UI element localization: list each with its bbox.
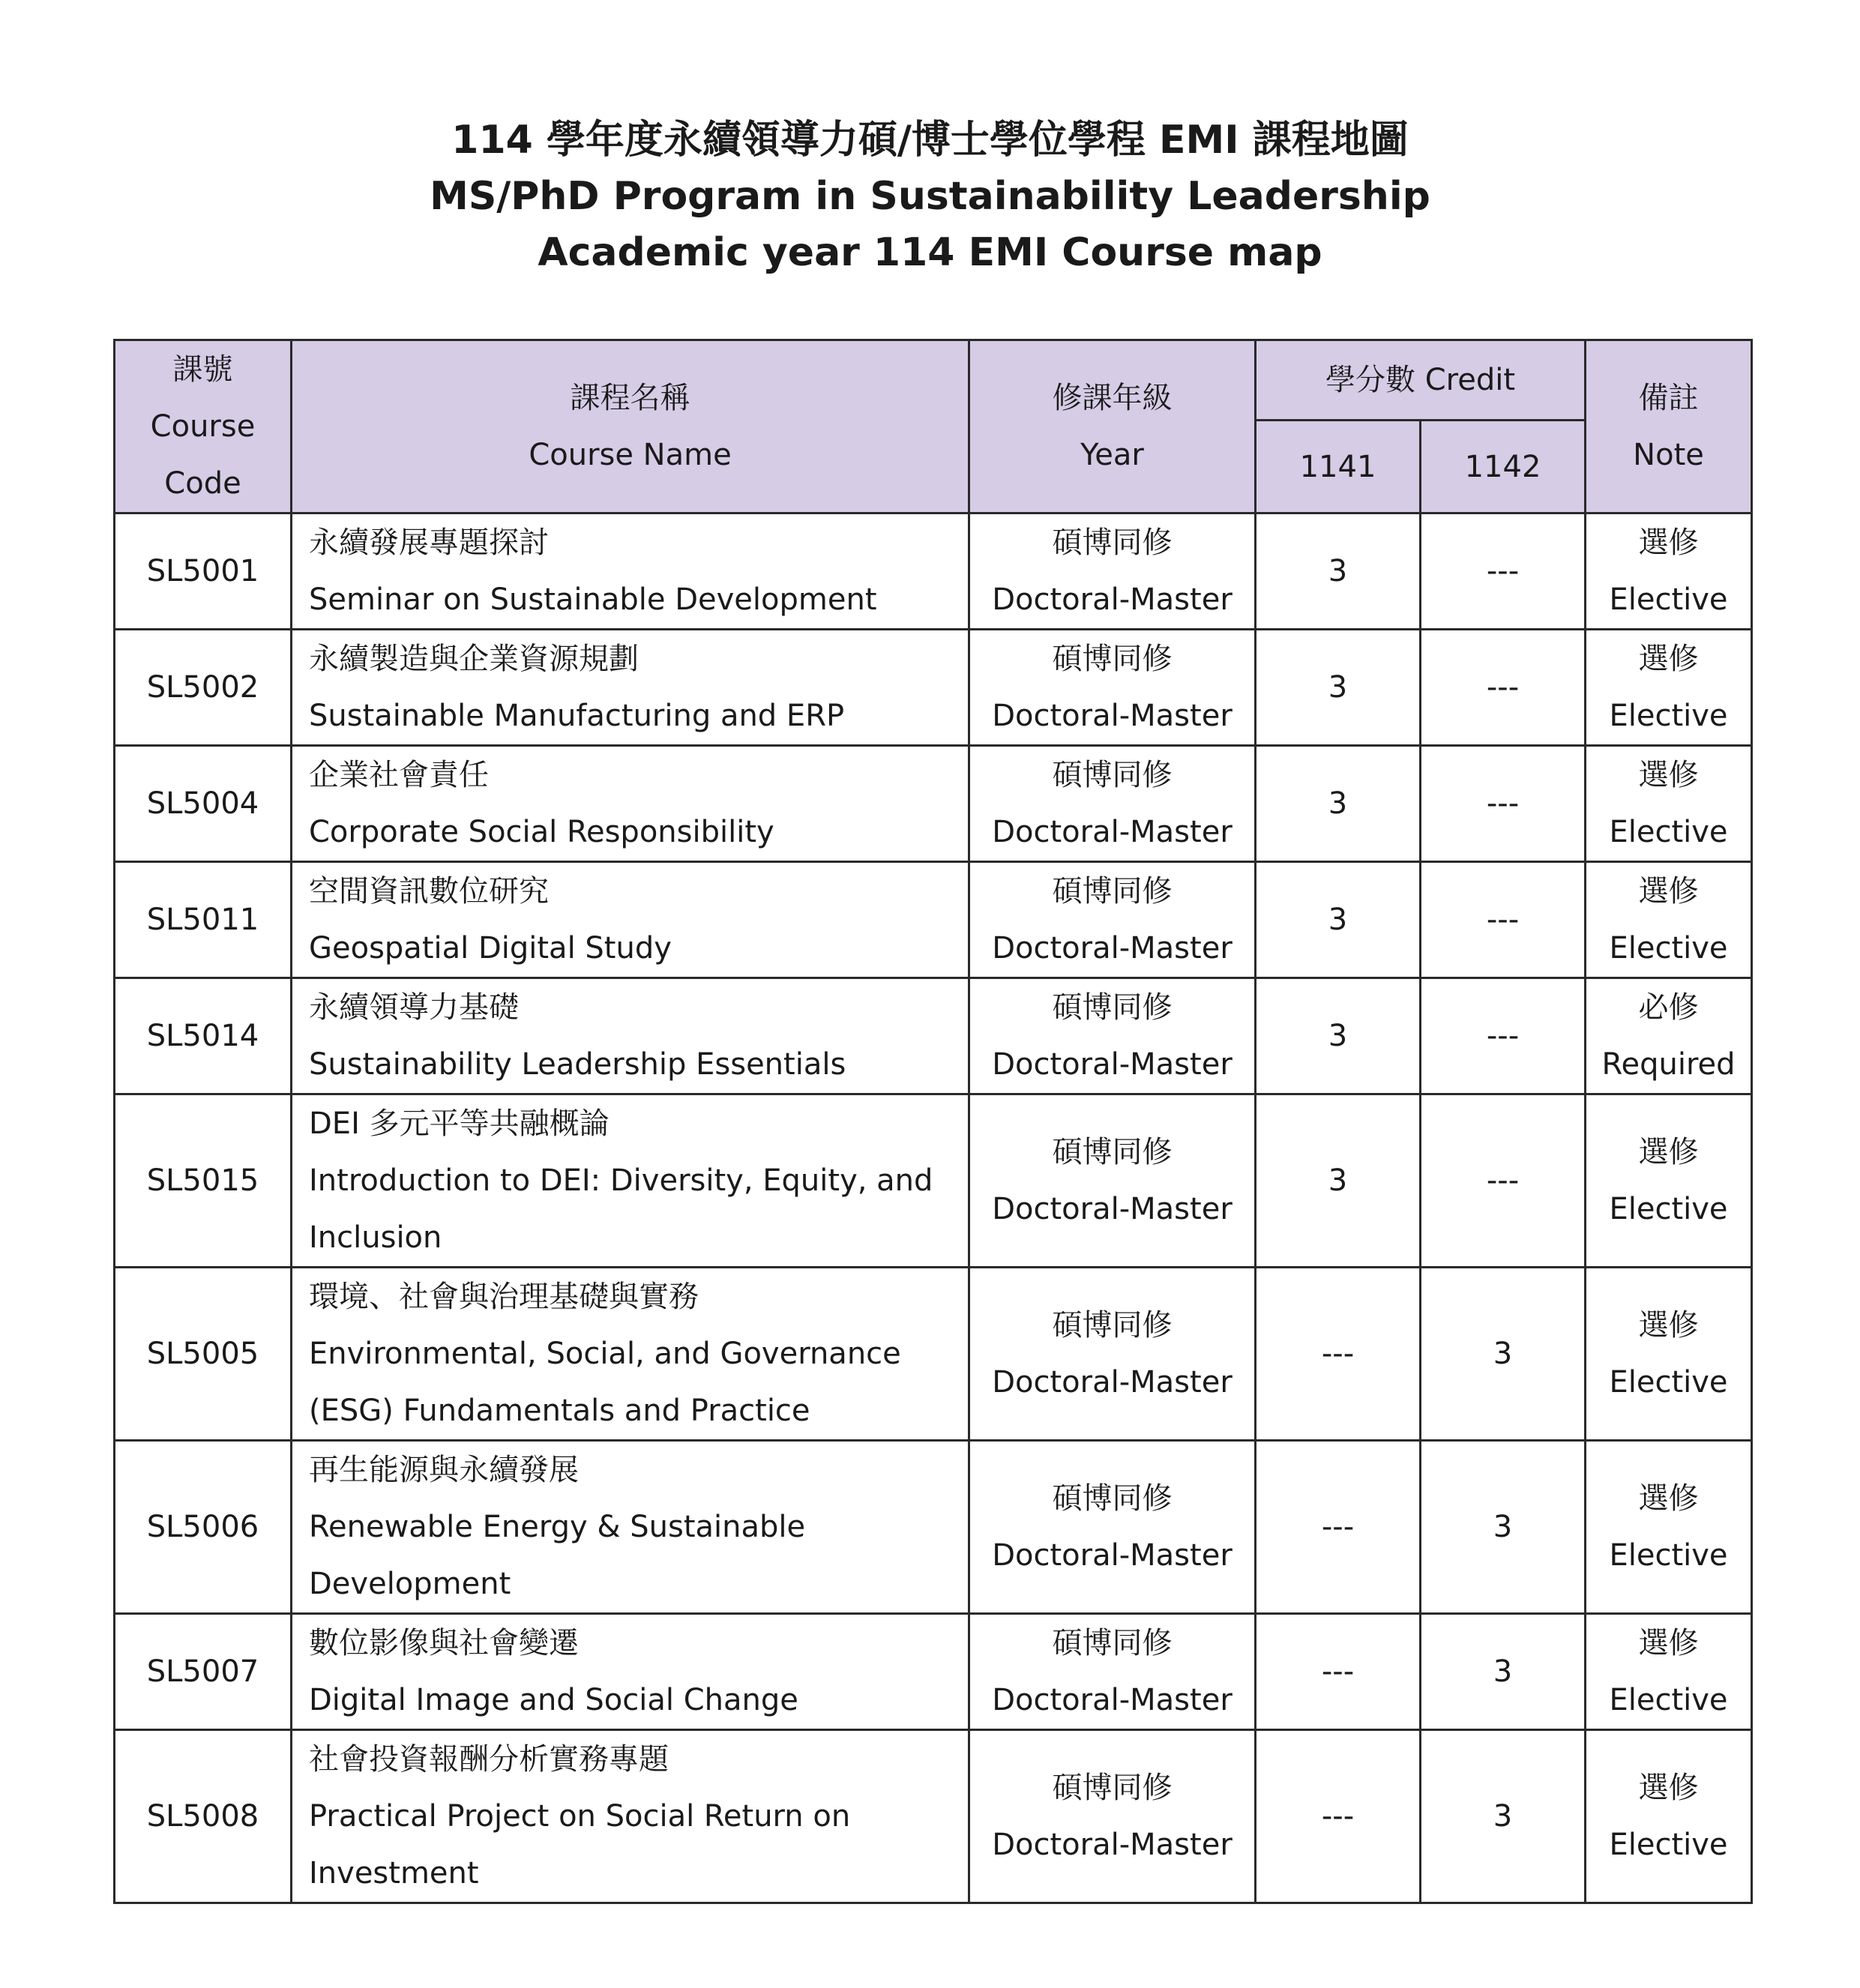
course-name-en-cont: (ESG) Fundamentals and Practice: [309, 1394, 810, 1428]
course-year: 碩博同修 Doctoral-Master: [969, 1441, 1256, 1614]
course-note: 選修 Elective: [1586, 630, 1752, 746]
course-name-zh: 永續製造與企業資源規劃: [309, 642, 639, 676]
course-name-en: Digital Image and Social Change: [309, 1683, 798, 1717]
course-name-zh: 企業社會責任: [309, 758, 489, 792]
table-row: [115, 1441, 1752, 1614]
header-credit: 學分數 Credit: [1256, 340, 1586, 421]
course-year: 碩博同修 Doctoral-Master: [969, 746, 1256, 862]
header-course-name: 課程名稱 Course Name: [292, 340, 969, 513]
credit-1142: ---: [1421, 513, 1586, 630]
course-name: [292, 1268, 969, 1441]
course-name-zh: 永續發展專題探討: [309, 525, 549, 560]
course-name-en: Seminar on Sustainable Development: [309, 582, 877, 617]
table-row: [115, 1730, 1752, 1903]
credit-1141: 3: [1256, 746, 1421, 862]
course-year: 碩博同修 Doctoral-Master: [969, 513, 1256, 630]
course-name-zh: 環境、社會與治理基礎與實務: [309, 1280, 699, 1314]
credit-1141: 3: [1256, 978, 1421, 1094]
course-code: SL5001: [115, 513, 292, 630]
course-year: 碩博同修 Doctoral-Master: [969, 1614, 1256, 1730]
course-year: 碩博同修 Doctoral-Master: [969, 630, 1256, 746]
document-title: [0, 112, 1860, 281]
course-name-zh: 空間資訊數位研究: [309, 874, 549, 909]
table-row: [115, 513, 1752, 630]
course-name: [292, 978, 969, 1094]
table-body: [115, 513, 1752, 1903]
credit-1142: ---: [1421, 862, 1586, 978]
credit-1142: 3: [1421, 1614, 1586, 1730]
table-row: [115, 862, 1752, 978]
course-name: [292, 513, 969, 630]
credit-1142: ---: [1421, 746, 1586, 862]
course-year: 碩博同修 Doctoral-Master: [969, 978, 1256, 1094]
course-note: 選修 Elective: [1586, 1441, 1752, 1614]
credit-1141: 3: [1256, 862, 1421, 978]
course-name-en-cont: Investment: [309, 1856, 479, 1891]
course-year: 碩博同修 Doctoral-Master: [969, 1094, 1256, 1268]
title-program: MS/PhD Program in Sustainability Leadership: [430, 174, 1430, 219]
course-note: 必修 Required: [1586, 978, 1752, 1094]
course-code: SL5014: [115, 978, 292, 1094]
table-row: [115, 1268, 1752, 1441]
credit-1142: ---: [1421, 978, 1586, 1094]
table-row: [115, 978, 1752, 1094]
course-name-en: Introduction to DEI: Diversity, Equity, and: [309, 1163, 933, 1198]
course-name: [292, 1094, 969, 1268]
table-row: [115, 1614, 1752, 1730]
header-semester-1141: 1141: [1256, 421, 1421, 513]
course-name-en-cont: Development: [309, 1567, 511, 1601]
credit-1141: ---: [1256, 1614, 1421, 1730]
course-note: 選修 Elective: [1586, 513, 1752, 630]
course-note: 選修 Elective: [1586, 1268, 1752, 1441]
course-map-table: [113, 339, 1753, 1904]
credit-1142: 3: [1421, 1268, 1586, 1441]
course-name-en: Environmental, Social, and Governance: [309, 1337, 901, 1371]
course-name-zh: 數位影像與社會變遷: [309, 1626, 579, 1660]
credit-1141: 3: [1256, 1094, 1421, 1268]
course-name: [292, 1441, 969, 1614]
course-name-en: Sustainability Leadership Essentials: [309, 1047, 846, 1082]
table-row: [115, 630, 1752, 746]
course-name-zh: 社會投資報酬分析實務專題: [309, 1742, 669, 1777]
course-name-zh: 再生能源與永續發展: [309, 1453, 579, 1487]
course-name-en: Sustainable Manufacturing and ERP: [309, 699, 845, 733]
course-name-en: Renewable Energy & Sustainable: [309, 1510, 806, 1544]
course-name-zh: DEI 多元平等共融概論: [309, 1106, 610, 1141]
credit-1141: ---: [1256, 1441, 1421, 1614]
course-year: 碩博同修 Doctoral-Master: [969, 862, 1256, 978]
course-code: SL5007: [115, 1614, 292, 1730]
table-row: [115, 746, 1752, 862]
course-code: SL5004: [115, 746, 292, 862]
course-name-en: Corporate Social Responsibility: [309, 815, 774, 849]
course-name-en-cont: Inclusion: [309, 1220, 442, 1255]
course-code: SL5005: [115, 1268, 292, 1441]
course-code: SL5008: [115, 1730, 292, 1903]
course-code: SL5011: [115, 862, 292, 978]
header-semester-1142: 1142: [1421, 421, 1586, 513]
course-note: 選修 Elective: [1586, 746, 1752, 862]
credit-1142: ---: [1421, 1094, 1586, 1268]
credit-1142: 3: [1421, 1730, 1586, 1903]
course-name: [292, 862, 969, 978]
course-name: [292, 1730, 969, 1903]
course-name: [292, 1614, 969, 1730]
credit-1142: 3: [1421, 1441, 1586, 1614]
course-name: [292, 746, 969, 862]
course-note: 選修 Elective: [1586, 1730, 1752, 1903]
table-header: [115, 340, 1752, 513]
credit-1141: ---: [1256, 1730, 1421, 1903]
table-row: [115, 1094, 1752, 1268]
course-note: 選修 Elective: [1586, 1094, 1752, 1268]
course-code: SL5002: [115, 630, 292, 746]
header-course-code: 課號 Course Code: [115, 340, 292, 513]
course-year: 碩博同修 Doctoral-Master: [969, 1268, 1256, 1441]
course-name-en: Practical Project on Social Return on: [309, 1799, 851, 1834]
course-note: 選修 Elective: [1586, 862, 1752, 978]
course-name-zh: 永續領導力基礎: [309, 990, 519, 1025]
title-chinese: 114 學年度永續領導力碩/博士學位學程 EMI 課程地圖: [451, 118, 1409, 163]
header-year: 修課年級 Year: [969, 340, 1256, 513]
credit-1141: ---: [1256, 1268, 1421, 1441]
course-note: 選修 Elective: [1586, 1614, 1752, 1730]
course-name: [292, 630, 969, 746]
credit-1142: ---: [1421, 630, 1586, 746]
credit-1141: 3: [1256, 630, 1421, 746]
course-year: 碩博同修 Doctoral-Master: [969, 1730, 1256, 1903]
course-code: SL5006: [115, 1441, 292, 1614]
header-note: 備註 Note: [1586, 340, 1752, 513]
credit-1141: 3: [1256, 513, 1421, 630]
title-course-map: Academic year 114 EMI Course map: [538, 230, 1322, 275]
course-name-en: Geospatial Digital Study: [309, 931, 672, 966]
course-code: SL5015: [115, 1094, 292, 1268]
